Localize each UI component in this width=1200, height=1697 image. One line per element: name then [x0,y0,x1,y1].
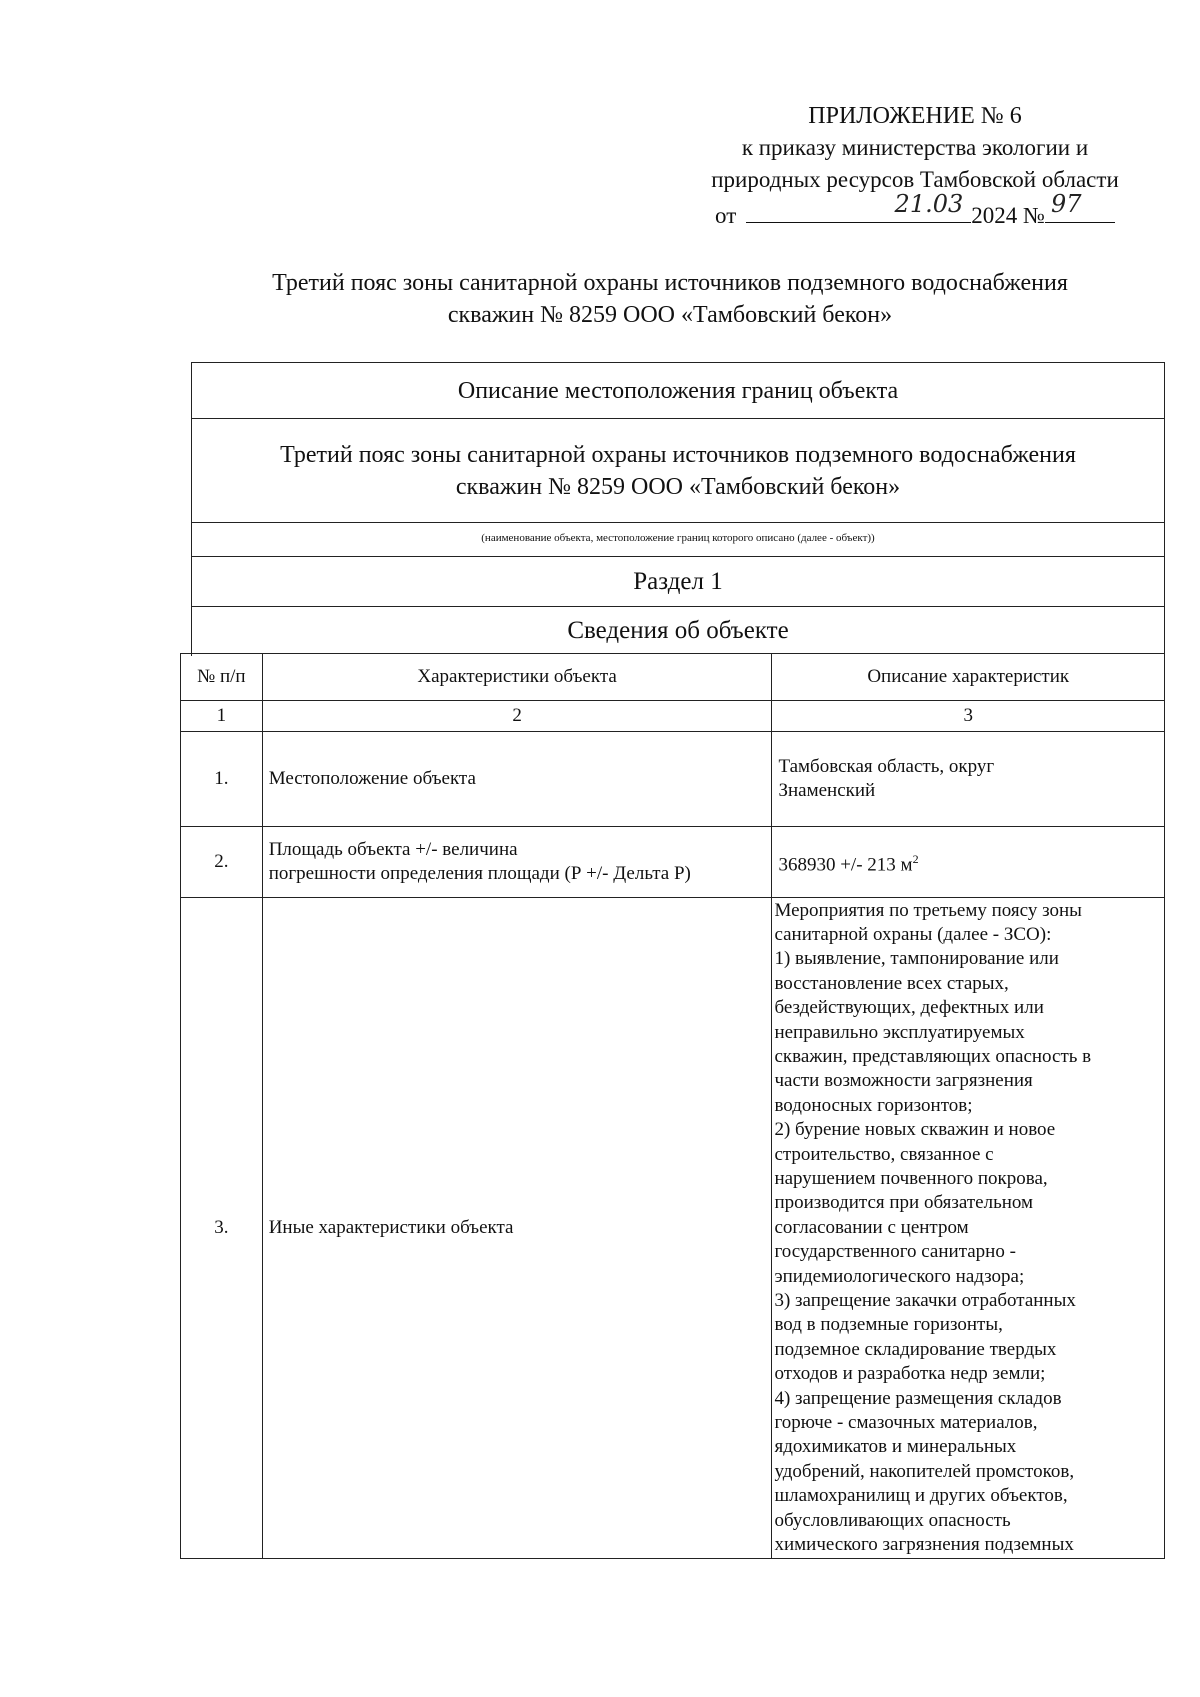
header-characteristic: Характеристики объекта [262,654,772,701]
document-title-line-1: Третий пояс зоны санитарной охраны источников подземного водоснабжения [272,270,1068,296]
date-prefix: от [715,203,737,228]
section-label: Раздел 1 [192,557,1164,607]
appendix-date-line [655,190,1175,232]
number-blank [1045,190,1115,223]
object-info-table [180,653,1165,1559]
row-num: 2. [181,827,263,898]
header-description: Описание характеристик [772,654,1165,701]
header-num: № п/п [181,654,263,701]
year-number-label: 2024 № [971,203,1045,228]
row-description: 368930 +/- 213 м [778,854,913,876]
object-name-line-1: Третий пояс зоны санитарной охраны источников подземного водоснабжения [280,442,1076,468]
column-number-3: 3 [772,701,1165,732]
description-heading: Описание местоположения границ объекта [192,363,1164,419]
document-title [180,267,1160,331]
appendix-title: ПРИЛОЖЕНИЕ № 6 [808,103,1022,129]
row-description-cell [772,827,1165,898]
row-characteristic: Иные характеристики объекта [262,898,772,1559]
row-description: Мероприятия по третьему поясу зоны санитарной охраны (далее - ЗСО): 1) выявление, тампонирование или восстановление всех старых, бездействующих, дефектных или неправильно эксплуатируемых скважин, представляющих опасность в части возможности загрязнения водоносных горизонтов; 2) бурение новых скважин и новое строительство, связанное с нарушением почвенного покрова, производится при обязательном согласовании с центром государственного санитарно - эпидемиологического надзора; 3) запрещение закачки отработанных вод в подземные горизонты, подземное складирование твердых отходов и разработка недр земли; 4) запрещение размещения складов горюче - смазочных материалов, ядохимикатов и минеральных удобрений, накопителей промстоков, шламохранилищ и других объектов, обусловливающих опасность химического загрязнения подземных [772,898,1165,1559]
table-row [181,827,1165,898]
row-num: 1. [181,732,263,827]
handwritten-date: 21.03 [894,190,964,218]
table-row [181,732,1165,827]
column-number-1: 1 [181,701,263,732]
handwritten-number: 97 [1050,190,1082,218]
row-num: 3. [181,898,263,1559]
appendix-header [655,100,1175,232]
table-row [181,898,1165,1559]
row-characteristic: Площадь объекта +/- величина погрешности определения площади (Р +/- Дельта Р) [262,827,772,898]
appendix-line-1: к приказу министерства экологии и [741,135,1089,160]
object-name [192,419,1164,523]
section-title: Сведения об объекте [567,617,789,644]
document-title-line-2: скважин № 8259 ООО «Тамбовский бекон» [447,302,893,328]
table-header-row [181,654,1165,701]
row-characteristic: Местоположение объекта [262,732,772,827]
row-description: Тамбовская область, округ Знаменский [772,732,1165,827]
description-box [191,362,1165,656]
unit-superscript: 2 [912,851,919,866]
appendix-line-2: природных ресурсов Тамбовской области [711,167,1119,192]
object-name-caption: (наименование объекта, местоположение границ которого описано (далее - объект)) [192,523,1164,557]
column-number-row [181,701,1165,732]
column-number-2: 2 [262,701,772,732]
object-name-line-2: скважин № 8259 ООО «Тамбовский бекон» [455,474,901,500]
date-blank [746,190,971,223]
